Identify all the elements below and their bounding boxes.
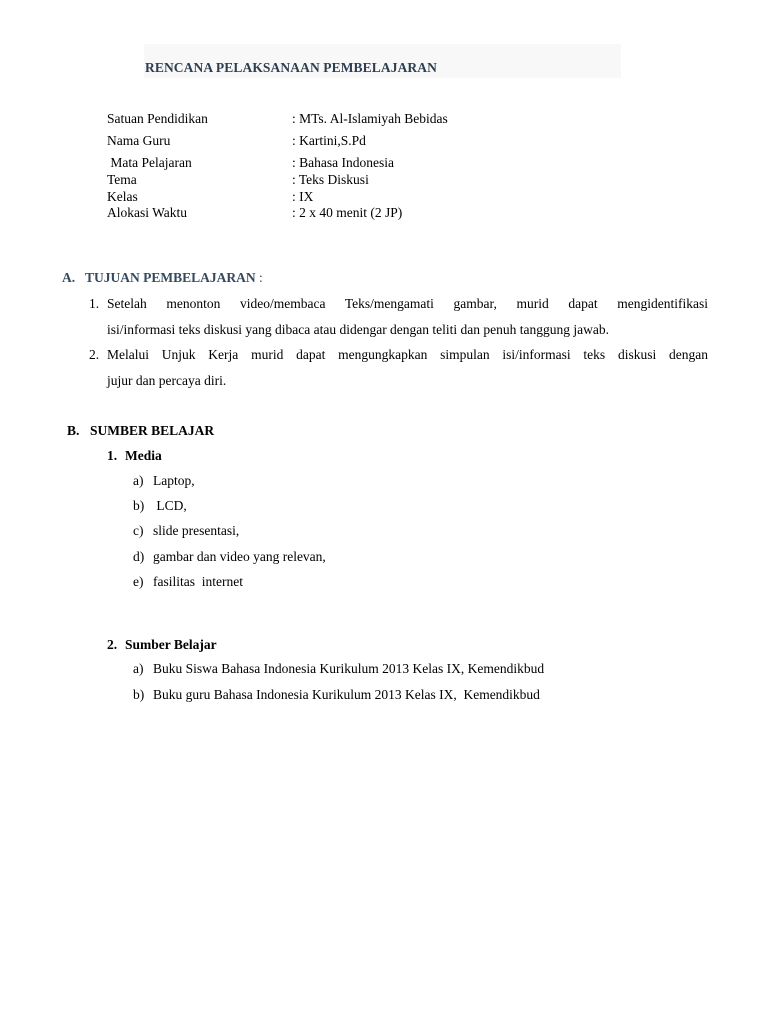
item-key: c) — [133, 523, 144, 538]
item-text: Buku Siswa Bahasa Indonesia Kurikulum 2013 Kelas IX, Kemendikbud — [153, 661, 545, 676]
info-value: : Bahasa Indonesia — [292, 155, 394, 170]
objective-text — [107, 291, 708, 342]
info-label: Nama Guru — [107, 133, 171, 148]
info-label: Satuan Pendidikan — [107, 111, 208, 126]
info-row-alokasi-waktu — [107, 205, 627, 222]
item-text: slide presentasi, — [153, 523, 240, 538]
media-item — [133, 498, 187, 514]
subsection-number: 2. — [107, 637, 118, 652]
info-value: : Kartini,S.Pd — [292, 133, 366, 148]
info-row-satuan-pendidikan — [107, 111, 627, 128]
media-item — [133, 523, 239, 539]
media-item — [133, 549, 326, 565]
section-title: SUMBER BELAJAR — [90, 423, 215, 438]
item-key: b) — [133, 498, 145, 513]
objective-number: 1. — [89, 296, 100, 311]
subsection-sources-heading — [107, 637, 217, 653]
section-b-heading — [67, 423, 214, 439]
item-text: LCD, — [153, 498, 187, 513]
info-value: : MTs. Al-Islamiyah Bebidas — [292, 111, 448, 126]
item-key: d) — [133, 549, 145, 564]
item-key: e) — [133, 574, 144, 589]
document-title: RENCANA PELAKSANAAN PEMBELAJARAN — [145, 60, 437, 75]
source-item — [133, 661, 544, 677]
info-row-kelas — [107, 189, 627, 206]
info-value: : IX — [292, 189, 314, 204]
objective-line: Setelah menonton video/membaca Teks/mengamati gambar, murid dapat mengidentifikasi — [107, 296, 708, 311]
media-item — [133, 473, 195, 489]
info-label: Mata Pelajaran — [107, 155, 192, 170]
info-row-tema — [107, 172, 627, 189]
info-row-nama-guru — [107, 133, 627, 150]
item-key: b) — [133, 687, 145, 702]
objective-line: jujur dan percaya diri. — [107, 372, 227, 388]
objective-line: isi/informasi teks diskusi yang dibaca atau didengar dengan teliti dan penuh tanggung jawab. — [107, 321, 609, 337]
objective-text — [107, 342, 708, 393]
info-row-mata-pelajaran — [107, 155, 627, 172]
subsection-number: 1. — [107, 448, 118, 463]
subsection-title: Media — [125, 448, 162, 463]
item-text: fasilitas internet — [153, 574, 243, 589]
info-label: Alokasi Waktu — [107, 205, 188, 220]
media-item — [133, 574, 243, 590]
item-key: a) — [133, 661, 144, 676]
section-title: TUJUAN PEMBELAJARAN — [85, 270, 256, 285]
objective-item — [89, 291, 708, 342]
item-text: Laptop, — [153, 473, 195, 488]
section-a-heading — [62, 270, 263, 286]
objective-number: 2. — [89, 347, 100, 362]
info-value: : Teks Diskusi — [292, 172, 369, 187]
item-text: gambar dan video yang relevan, — [153, 549, 326, 564]
info-value: : 2 x 40 menit (2 JP) — [292, 205, 403, 220]
objective-line: Melalui Unjuk Kerja murid dapat mengungkapkan simpulan isi/informasi teks diskusi dengan — [107, 347, 708, 362]
section-letter: B. — [67, 423, 80, 438]
source-item — [133, 687, 540, 703]
info-label: Kelas — [107, 189, 138, 204]
item-key: a) — [133, 473, 144, 488]
section-colon: : — [255, 270, 263, 285]
item-text: Buku guru Bahasa Indonesia Kurikulum 2013 Kelas IX, Kemendikbud — [153, 687, 540, 702]
section-letter: A. — [62, 270, 76, 285]
objective-item — [89, 342, 708, 393]
info-label: Tema — [107, 172, 137, 187]
subsection-title: Sumber Belajar — [125, 637, 217, 652]
subsection-media-heading — [107, 448, 162, 464]
